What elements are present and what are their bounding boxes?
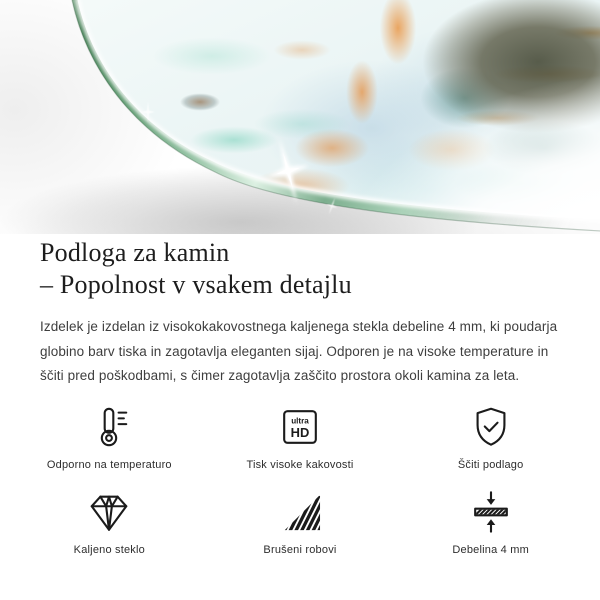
thickness-icon	[468, 489, 514, 535]
feature-protects-surface	[395, 404, 586, 472]
feature-label: Tisk visoke kakovosti	[246, 458, 354, 471]
feature-print-quality	[205, 404, 396, 472]
title-line-2: – Popolnost v vsakem detajlu	[40, 270, 352, 299]
shield-check-icon	[468, 404, 514, 450]
glass-inner-reflection	[77, 0, 600, 221]
feature-grid	[14, 404, 586, 557]
diamond-icon	[86, 489, 132, 535]
small-sparkle-icon	[141, 102, 340, 216]
product-description: Izdelek je izdelan iz visokokakovostnega kaljenega stekla debeline 4 mm, ki poudarja globino barv tiska in zagotavlja eleganten sijaj. Odporen je na visoke temperature in ščiti pred poškodbami, s čimer zagotavlja zaščito prostora okoli kamina za leta.	[40, 319, 558, 383]
thermometer-icon	[86, 404, 132, 450]
feature-label: Debelina 4 mm	[452, 543, 529, 556]
product-image	[0, 0, 600, 234]
feature-label: Ščiti podlago	[457, 458, 524, 471]
feature-label: Odporno na temperaturo	[46, 458, 172, 471]
ultra-hd-text-bottom: HD	[290, 424, 310, 440]
feature-label: Kaljeno steklo	[73, 543, 145, 556]
feature-temperature-resistant	[14, 404, 205, 472]
ultra-hd-icon	[277, 404, 323, 450]
sparkle-icon	[258, 132, 318, 209]
page-title	[40, 237, 560, 301]
feature-thickness	[395, 489, 586, 557]
brushed-edges-icon	[277, 489, 323, 535]
product-text-block	[0, 237, 600, 557]
glass-reflections-overlay	[0, 0, 600, 234]
title-line-1: Podloga za kamin	[40, 238, 230, 267]
feature-label: Brušeni robovi	[263, 543, 337, 556]
ultra-hd-text-top: ultra	[291, 416, 309, 426]
feature-polished-edges	[205, 489, 396, 557]
feature-tempered-glass	[14, 489, 205, 557]
